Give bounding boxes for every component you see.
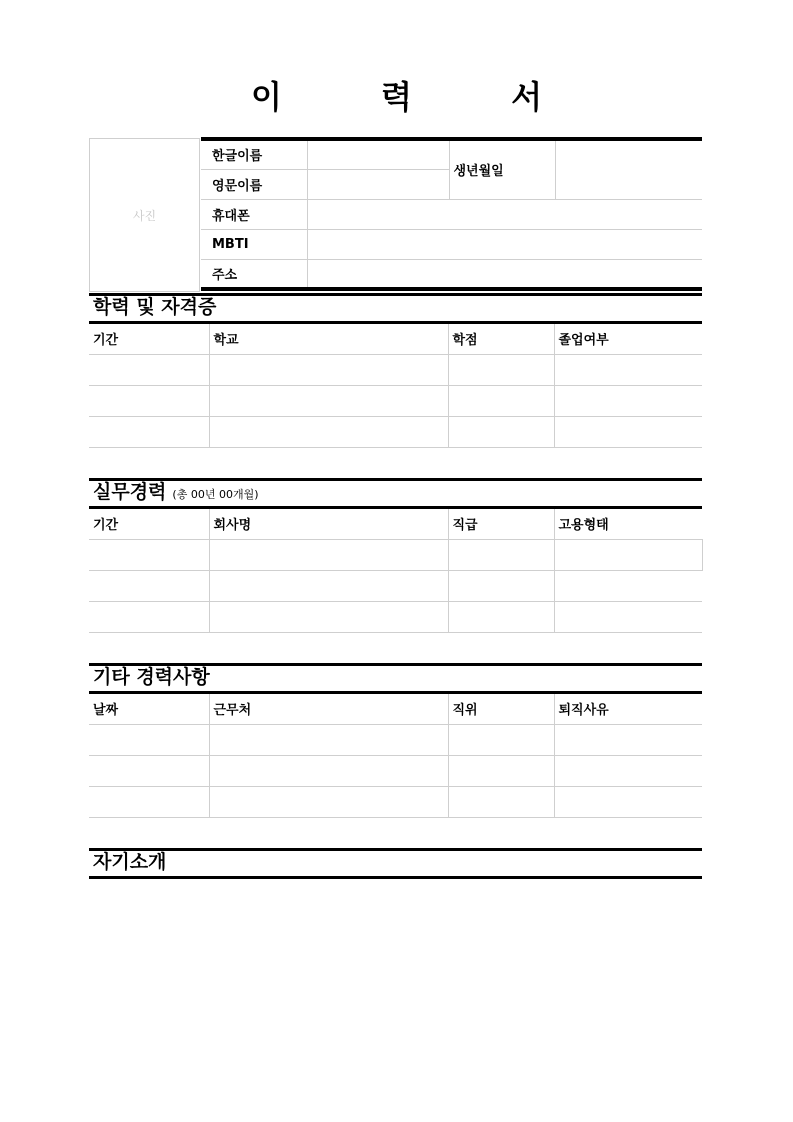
work-section <box>89 478 702 633</box>
work-total-note: (총 00년 00개월) <box>172 488 259 501</box>
address-field[interactable] <box>307 259 702 289</box>
other-col-position: 직위 <box>448 694 554 724</box>
table-cell[interactable] <box>554 570 702 601</box>
english-name-field[interactable] <box>307 169 449 199</box>
korean-name-label: 한글이름 <box>201 139 307 169</box>
education-section <box>89 293 702 448</box>
table-row <box>89 416 702 447</box>
page-title: 이 력 서 <box>250 78 587 116</box>
table-cell[interactable] <box>89 416 209 447</box>
work-table <box>89 509 703 633</box>
other-experience-title: 기타 경력사항 <box>93 666 210 688</box>
table-cell[interactable] <box>554 724 702 755</box>
table-row <box>89 539 702 570</box>
table-cell[interactable] <box>554 755 702 786</box>
birth-date-field[interactable] <box>555 139 702 199</box>
table-cell[interactable] <box>448 539 554 570</box>
korean-name-field[interactable] <box>307 139 449 169</box>
other-experience-header <box>89 663 702 694</box>
personal-info-table <box>201 137 702 291</box>
table-cell[interactable] <box>209 570 448 601</box>
table-cell[interactable] <box>209 786 448 817</box>
education-header <box>89 293 702 324</box>
work-col-company: 회사명 <box>209 509 448 539</box>
mbti-field[interactable] <box>307 229 702 259</box>
table-cell[interactable] <box>89 354 209 385</box>
table-cell[interactable] <box>209 539 448 570</box>
table-row <box>89 786 702 817</box>
table-cell[interactable] <box>554 539 702 570</box>
english-name-label: 영문이름 <box>201 169 307 199</box>
table-cell[interactable] <box>89 570 209 601</box>
mbti-label: MBTI <box>201 229 307 259</box>
education-table <box>89 324 702 448</box>
table-cell[interactable] <box>554 385 702 416</box>
address-label: 주소 <box>201 259 307 289</box>
self-intro-title: 자기소개 <box>93 851 167 873</box>
table-cell[interactable] <box>209 354 448 385</box>
table-row <box>89 385 702 416</box>
other-experience-section <box>89 663 702 818</box>
work-col-rank: 직급 <box>448 509 554 539</box>
work-col-employment-type: 고용형태 <box>554 509 702 539</box>
other-experience-table <box>89 694 702 818</box>
table-cell[interactable] <box>209 724 448 755</box>
table-cell[interactable] <box>448 416 554 447</box>
table-cell[interactable] <box>554 354 702 385</box>
phone-field[interactable] <box>307 199 702 229</box>
table-cell[interactable] <box>448 724 554 755</box>
table-cell[interactable] <box>448 385 554 416</box>
table-row <box>89 570 702 601</box>
table-cell[interactable] <box>89 755 209 786</box>
table-cell[interactable] <box>89 601 209 632</box>
table-cell[interactable] <box>209 601 448 632</box>
work-title: 실무경력 <box>93 481 167 503</box>
other-col-workplace: 근무처 <box>209 694 448 724</box>
table-row <box>89 354 702 385</box>
other-col-leave-reason: 퇴직사유 <box>554 694 702 724</box>
education-col-graduation: 졸업여부 <box>554 324 702 354</box>
photo-label: 사진 <box>132 208 157 223</box>
education-col-period: 기간 <box>89 324 209 354</box>
work-header <box>89 478 702 509</box>
work-col-period: 기간 <box>89 509 209 539</box>
table-cell[interactable] <box>209 385 448 416</box>
self-intro-section <box>89 848 702 879</box>
table-row <box>89 755 702 786</box>
table-cell[interactable] <box>209 755 448 786</box>
table-cell[interactable] <box>554 416 702 447</box>
phone-label: 휴대폰 <box>201 199 307 229</box>
table-cell[interactable] <box>448 601 554 632</box>
education-col-school: 학교 <box>209 324 448 354</box>
table-cell[interactable] <box>554 601 702 632</box>
table-cell[interactable] <box>89 385 209 416</box>
self-intro-header <box>89 848 702 879</box>
table-cell[interactable] <box>209 416 448 447</box>
table-cell[interactable] <box>89 539 209 570</box>
table-cell[interactable] <box>448 570 554 601</box>
education-col-gpa: 학점 <box>448 324 554 354</box>
photo-placeholder[interactable] <box>89 138 200 292</box>
table-cell[interactable] <box>448 786 554 817</box>
education-title: 학력 및 자격증 <box>93 296 217 318</box>
table-row <box>89 724 702 755</box>
table-cell[interactable] <box>554 786 702 817</box>
birth-date-label: 생년월일 <box>449 139 555 199</box>
table-cell[interactable] <box>89 786 209 817</box>
table-cell[interactable] <box>448 755 554 786</box>
table-row <box>89 601 702 632</box>
table-cell[interactable] <box>89 724 209 755</box>
other-col-date: 날짜 <box>89 694 209 724</box>
table-cell[interactable] <box>448 354 554 385</box>
